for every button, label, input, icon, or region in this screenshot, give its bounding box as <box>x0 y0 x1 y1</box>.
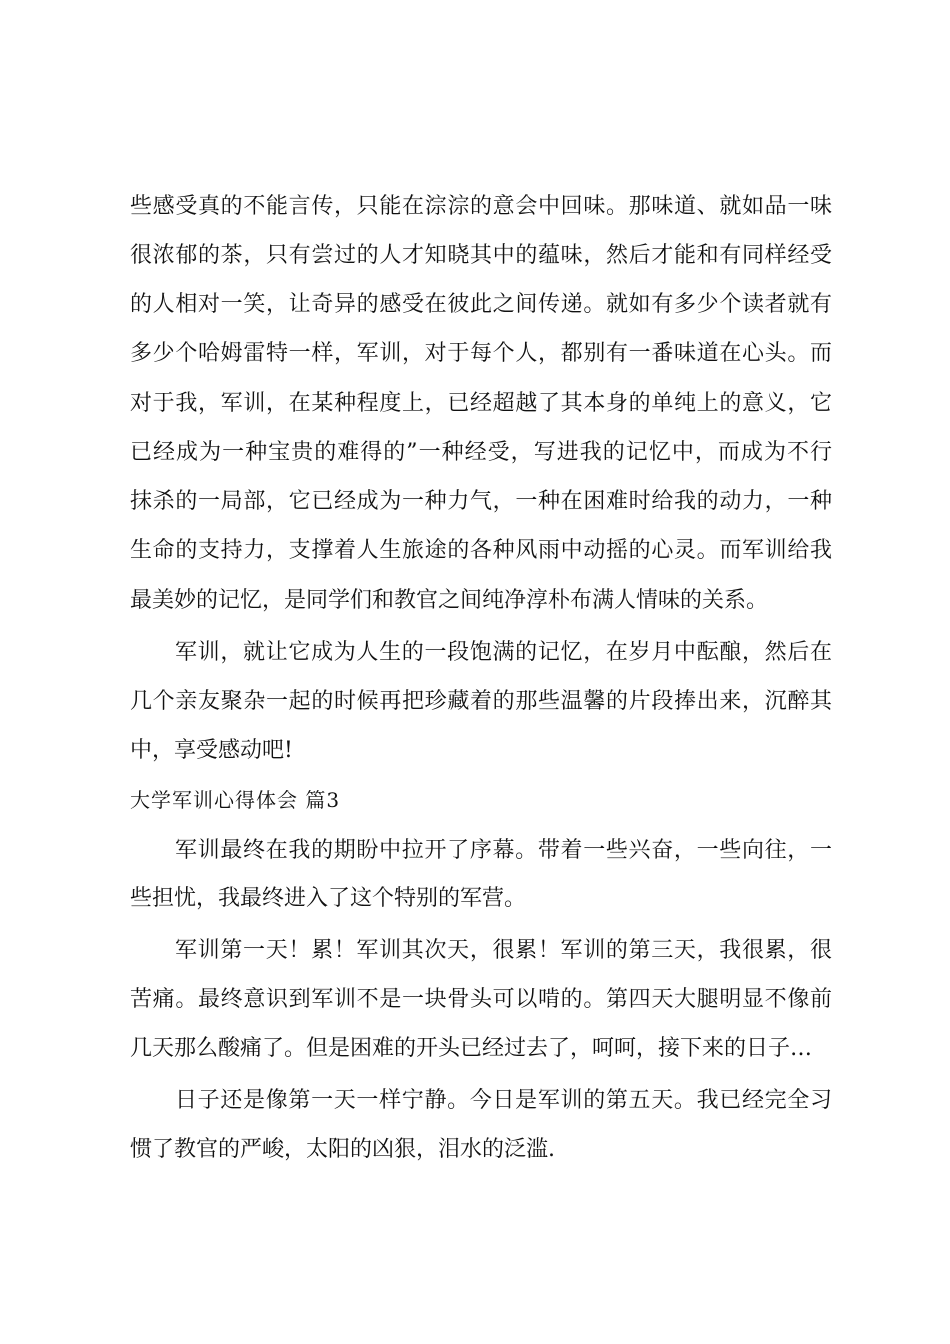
section-heading: 大学军训心得体会 篇3 <box>130 788 341 812</box>
paragraph-line: 几天那么酸痛了。但是困难的开头已经过去了，呵呵，接下来的日子… <box>130 1036 813 1061</box>
paragraph-line: 生命的支持力，支撑着人生旅途的各种风雨中动摇的心灵。而军训给我 <box>130 538 832 563</box>
paragraph-line: 已经成为一种宝贵的难得的”一种经受，写进我的记忆中，而成为不行 <box>130 440 832 465</box>
paragraph-line: 些担忧，我最终进入了这个特别的军营。 <box>130 886 527 911</box>
paragraph-line: 最美妙的记忆，是同学们和教官之间纯净淳朴布满人情味的关系。 <box>130 588 769 613</box>
paragraph-line: 几个亲友聚杂一起的时候再把珍藏着的那些温馨的片段捧出来，沉醉其 <box>130 689 832 714</box>
paragraph-line: 苦痛。最终意识到军训不是一块骨头可以啃的。第四天大腿明显不像前 <box>130 987 832 1012</box>
paragraph-line: 日子还是像第一天一样宁静。今日是军训的第五天。我已经完全习 <box>175 1088 832 1113</box>
paragraph-line: 军训第一天！累！军训其次天，很累！军训的第三天，我很累，很 <box>175 938 832 963</box>
paragraph-line: 很浓郁的茶，只有尝过的人才知晓其中的蕴味，然后才能和有同样经受 <box>130 243 832 268</box>
paragraph-line: 对于我，军训，在某种程度上，已经超越了其本身的单纯上的意义，它 <box>130 391 832 416</box>
paragraph-line: 抹杀的一局部，它已经成为一种力气，一种在困难时给我的动力，一种 <box>130 489 832 514</box>
paragraph-line: 多少个哈姆雷特一样，军训，对于每个人，都别有一番味道在心头。而 <box>130 341 832 366</box>
paragraph-line: 军训，就让它成为人生的一段饱满的记忆，在岁月中酝酿，然后在 <box>175 640 832 665</box>
paragraph-line: 些感受真的不能言传，只能在淙淙的意会中回味。那味道、就如品一味 <box>130 194 832 219</box>
paragraph-line: 的人相对一笑，让奇异的感受在彼此之间传递。就如有多少个读者就有 <box>130 292 832 317</box>
paragraph-line: 军训最终在我的期盼中拉开了序幕。带着一些兴奋，一些向往，一 <box>175 838 832 863</box>
paragraph-line: 惯了教官的严峻，太阳的凶狠，泪水的泛滥. <box>130 1137 555 1162</box>
paragraph-line: 中，享受感动吧! <box>130 738 293 763</box>
